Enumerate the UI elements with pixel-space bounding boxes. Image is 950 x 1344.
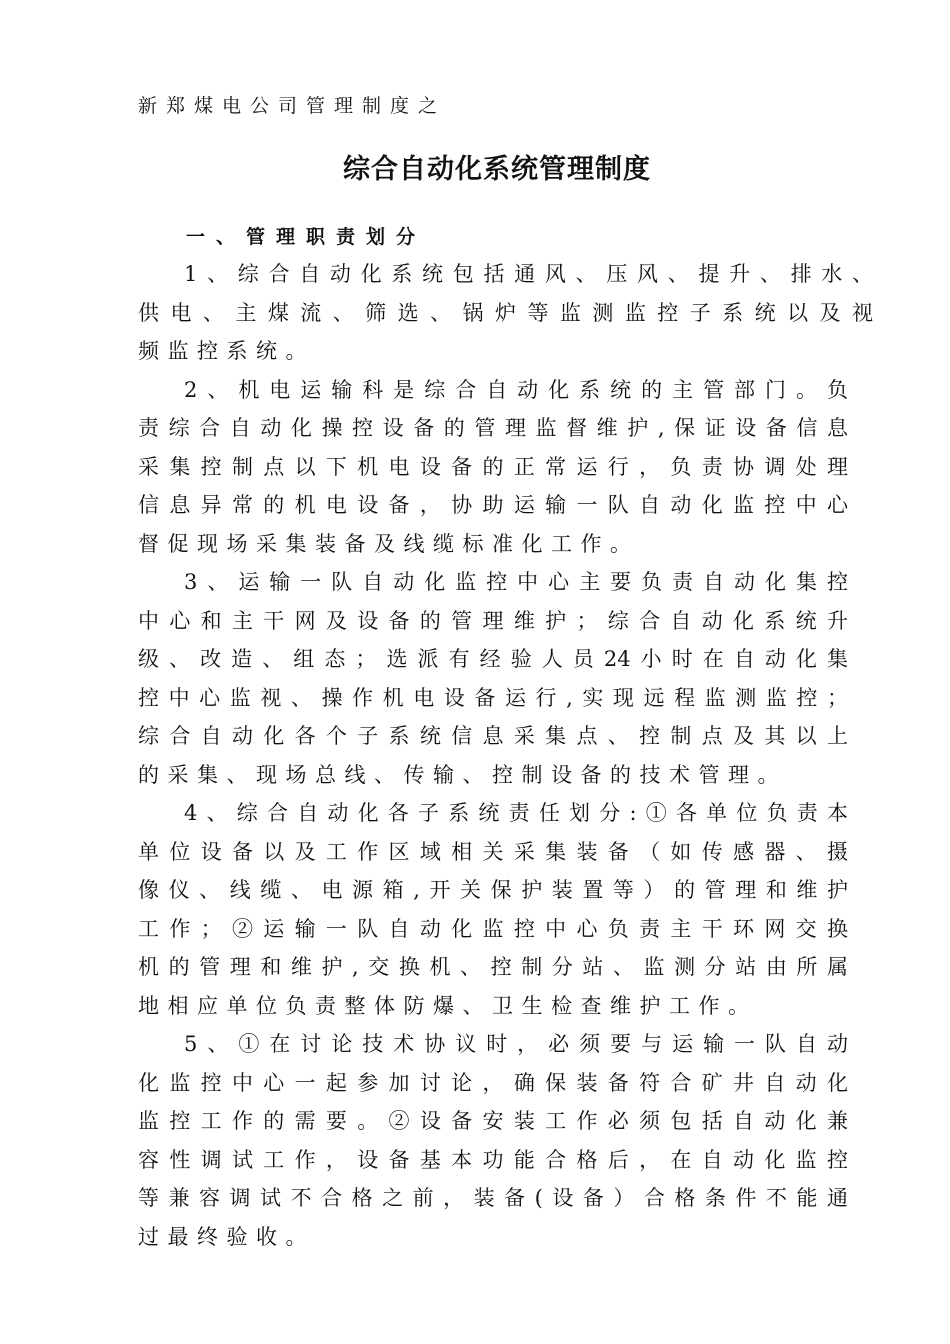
paragraph-line: 2、机电运输科是综合自动化系统的主管部门。负 <box>184 377 848 402</box>
paragraph-line: 单位设备以及工作区域相关采集装备（如传感器、摄 <box>138 839 848 864</box>
paragraph-line: 工作；②运输一队自动化监控中心负责主干环网交换 <box>138 916 848 941</box>
paragraph-line: 采集控制点以下机电设备的正常运行，负责协调处理 <box>138 454 848 479</box>
section-heading: 一、管理职责划分 <box>186 226 427 248</box>
paragraph-line: 的采集、现场总线、传输、控制设备的技术管理。 <box>138 762 787 787</box>
paragraph-line: 综合自动化各个子系统信息采集点、控制点及其以上 <box>138 724 848 748</box>
paragraph-5 <box>138 1025 873 1256</box>
paragraph-line: 4、综合自动化各子系统责任划分:①各单位负责本 <box>184 801 848 825</box>
paragraph-line: 等兼容调试不合格之前，装备(设备）合格条件不能通 <box>138 1186 848 1210</box>
paragraph-line: 监控工作的需要。②设备安装工作必须包括自动化兼 <box>138 1109 848 1133</box>
paragraph-line: 频监控系统。 <box>138 339 315 363</box>
paragraph-line: 地相应单位负责整体防爆、卫生检查维护工作。 <box>138 993 758 1018</box>
paragraph-2 <box>138 371 873 564</box>
paragraph-1 <box>138 255 873 371</box>
paragraph-line: 控中心监视、操作机电设备运行,实现远程监测监控； <box>138 685 848 710</box>
paragraph-line: 3、运输一队自动化监控中心主要负责自动化集控 <box>184 570 848 594</box>
paragraph-line: 供电、主煤流、筛选、锅炉等监测监控子系统以及视 <box>138 300 873 325</box>
paragraph-line: 级、改造、组态；选派有经验人员24小时在自动化集 <box>138 647 848 671</box>
paragraph-line: 1、综合自动化系统包括通风、压风、提升、排水、 <box>184 262 873 286</box>
paragraph-line: 督促现场采集装备及线缆标准化工作。 <box>138 531 640 556</box>
paragraph-line: 信息异常的机电设备，协助运输一队自动化监控中心 <box>138 493 848 517</box>
paragraph-line: 化监控中心一起参加讨论，确保装备符合矿井自动化 <box>138 1070 848 1095</box>
paragraph-4 <box>138 794 873 1025</box>
paragraph-line: 5、①在讨论技术协议时，必须要与运输一队自动 <box>184 1032 848 1056</box>
section-body <box>138 255 873 1256</box>
document-title: 综合自动化系统管理制度 <box>343 154 651 185</box>
paragraph-line: 责综合自动化操控设备的管理监督维护,保证设备信息 <box>138 416 848 440</box>
paragraph-line: 过最终验收。 <box>138 1224 315 1249</box>
paragraph-3 <box>138 563 873 794</box>
paragraph-line: 像仪、线缆、电源箱,开关保护装置等）的管理和维护 <box>138 878 848 902</box>
paragraph-line: 容性调试工作，设备基本功能合格后，在自动化监控 <box>138 1147 848 1172</box>
paragraph-line: 中心和主干网及设备的管理维护；综合自动化系统升 <box>138 608 848 633</box>
document-series-header: 新郑煤电公司管理制度之 <box>138 95 447 117</box>
paragraph-line: 机的管理和维护,交换机、控制分站、监测分站由所属 <box>138 955 848 979</box>
